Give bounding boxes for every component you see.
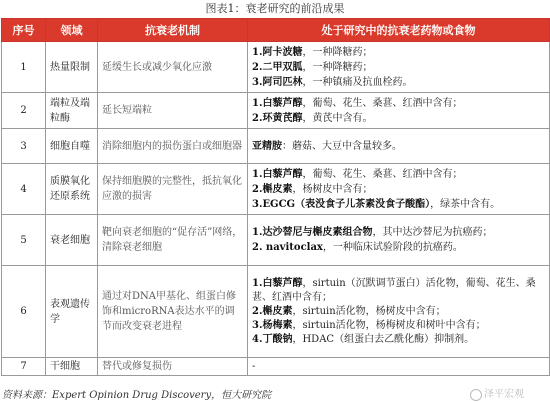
row-drugs bbox=[248, 93, 550, 129]
drug-item: 2.二甲双胍，一种降糖药； bbox=[252, 61, 373, 73]
row-number: 6 bbox=[2, 266, 46, 358]
header-mechanism: 抗衰老机制 bbox=[98, 19, 248, 42]
drug-item: 2.环黄芪醇，黄芪中含有。 bbox=[252, 112, 373, 124]
drug-item: 2. navitoclax，一种临床试验阶段的抗癌药。 bbox=[252, 242, 463, 253]
row-number: 7 bbox=[2, 358, 46, 376]
row-mechanism: 延缓生长或减少氧化应激 bbox=[98, 42, 248, 93]
drug-item: 3.杨梅素，sirtuin活化物，杨梅树皮和树叶中含有； bbox=[252, 319, 486, 331]
row-number: 4 bbox=[2, 164, 46, 215]
row-number: 2 bbox=[2, 93, 46, 129]
table-row bbox=[2, 129, 550, 164]
table-row bbox=[2, 215, 550, 266]
drug-item: 2.槲皮素，sirtuin活化物，杨树皮中含有； bbox=[252, 305, 446, 317]
table-row bbox=[2, 93, 550, 129]
row-mechanism: 消除细胞内的损伤蛋白或细胞器 bbox=[98, 129, 248, 164]
source-note: 资料来源：Expert Opinion Drug Discovery，恒大研究院 bbox=[2, 390, 272, 401]
row-field: 热量限制 bbox=[46, 42, 98, 93]
watermark-text: 泽平宏观 bbox=[484, 389, 524, 400]
row-field: 质膜氧化还原系统 bbox=[46, 164, 98, 215]
table-row bbox=[2, 42, 550, 93]
row-drugs bbox=[248, 129, 550, 164]
drug-item: 1.白藜芦醇，葡萄、花生、桑葚、红酒中含有； bbox=[252, 97, 463, 109]
row-field: 衰老细胞 bbox=[46, 215, 98, 266]
row-number: 1 bbox=[2, 42, 46, 93]
table-header-row bbox=[2, 19, 550, 42]
drug-item: 1.达沙替尼与槲皮素组合物，其中达沙替尼为抗癌药； bbox=[252, 227, 493, 238]
drug-item: 2.槲皮素，杨树皮中含有； bbox=[252, 183, 373, 195]
table-row bbox=[2, 164, 550, 215]
row-field: 细胞自噬 bbox=[46, 129, 98, 164]
drug-item: 1.白藜芦醇，sirtuin（沉默调节蛋白）活化物，葡萄、花生、桑葚、红酒中含有； bbox=[252, 277, 536, 303]
table-row bbox=[2, 266, 550, 358]
drug-item: 1.白藜芦醇，葡萄、花生、桑葚、红酒中含有； bbox=[252, 168, 463, 180]
table-row bbox=[2, 358, 550, 376]
header-field: 领域 bbox=[46, 19, 98, 42]
table-caption: 图表1：衰老研究的前沿成果 bbox=[205, 2, 345, 15]
row-number: 5 bbox=[2, 215, 46, 266]
drug-item: - bbox=[252, 361, 256, 372]
row-mechanism: 延长短端粒 bbox=[98, 93, 248, 129]
row-drugs bbox=[248, 266, 550, 358]
watermark bbox=[470, 385, 524, 401]
row-drugs bbox=[248, 358, 550, 376]
anti-aging-research-table bbox=[1, 18, 550, 376]
row-drugs bbox=[248, 215, 550, 266]
drug-item: 亚精胺：蘑菇、大豆中含量较多。 bbox=[252, 140, 402, 152]
row-drugs bbox=[248, 42, 550, 93]
row-mechanism: 通过对DNA甲基化、组蛋白修饰和microRNA表达水平的调节而改变衰老进程 bbox=[98, 266, 248, 358]
row-mechanism: 保持细胞膜的完整性，抵抗氧化应激的损害 bbox=[98, 164, 248, 215]
row-field: 端粒及端粒酶 bbox=[46, 93, 98, 129]
header-drugs: 处于研究中的抗衰老药物或食物 bbox=[248, 19, 550, 42]
header-no: 序号 bbox=[2, 19, 46, 42]
row-field: 干细胞 bbox=[46, 358, 98, 376]
row-mechanism: 替代或修复损伤 bbox=[98, 358, 248, 376]
drug-item: 4.丁酸钠，HDAC（组蛋白去乙酰化酶）抑制剂。 bbox=[252, 333, 475, 345]
row-mechanism: 靶向衰老细胞的“促存活”网络，清除衰老细胞 bbox=[98, 215, 248, 266]
wechat-icon bbox=[470, 389, 482, 401]
row-field: 表观遗传学 bbox=[46, 266, 98, 358]
drug-item: 1.阿卡波糖，一种降糖药； bbox=[252, 46, 373, 58]
drug-item: 3.EGCG（表没食子儿茶素没食子酸酯），绿茶中含有。 bbox=[252, 198, 501, 210]
drug-item: 3.阿司匹林，一种镇痛及抗血栓药。 bbox=[252, 76, 413, 88]
row-number: 3 bbox=[2, 129, 46, 164]
row-drugs bbox=[248, 164, 550, 215]
